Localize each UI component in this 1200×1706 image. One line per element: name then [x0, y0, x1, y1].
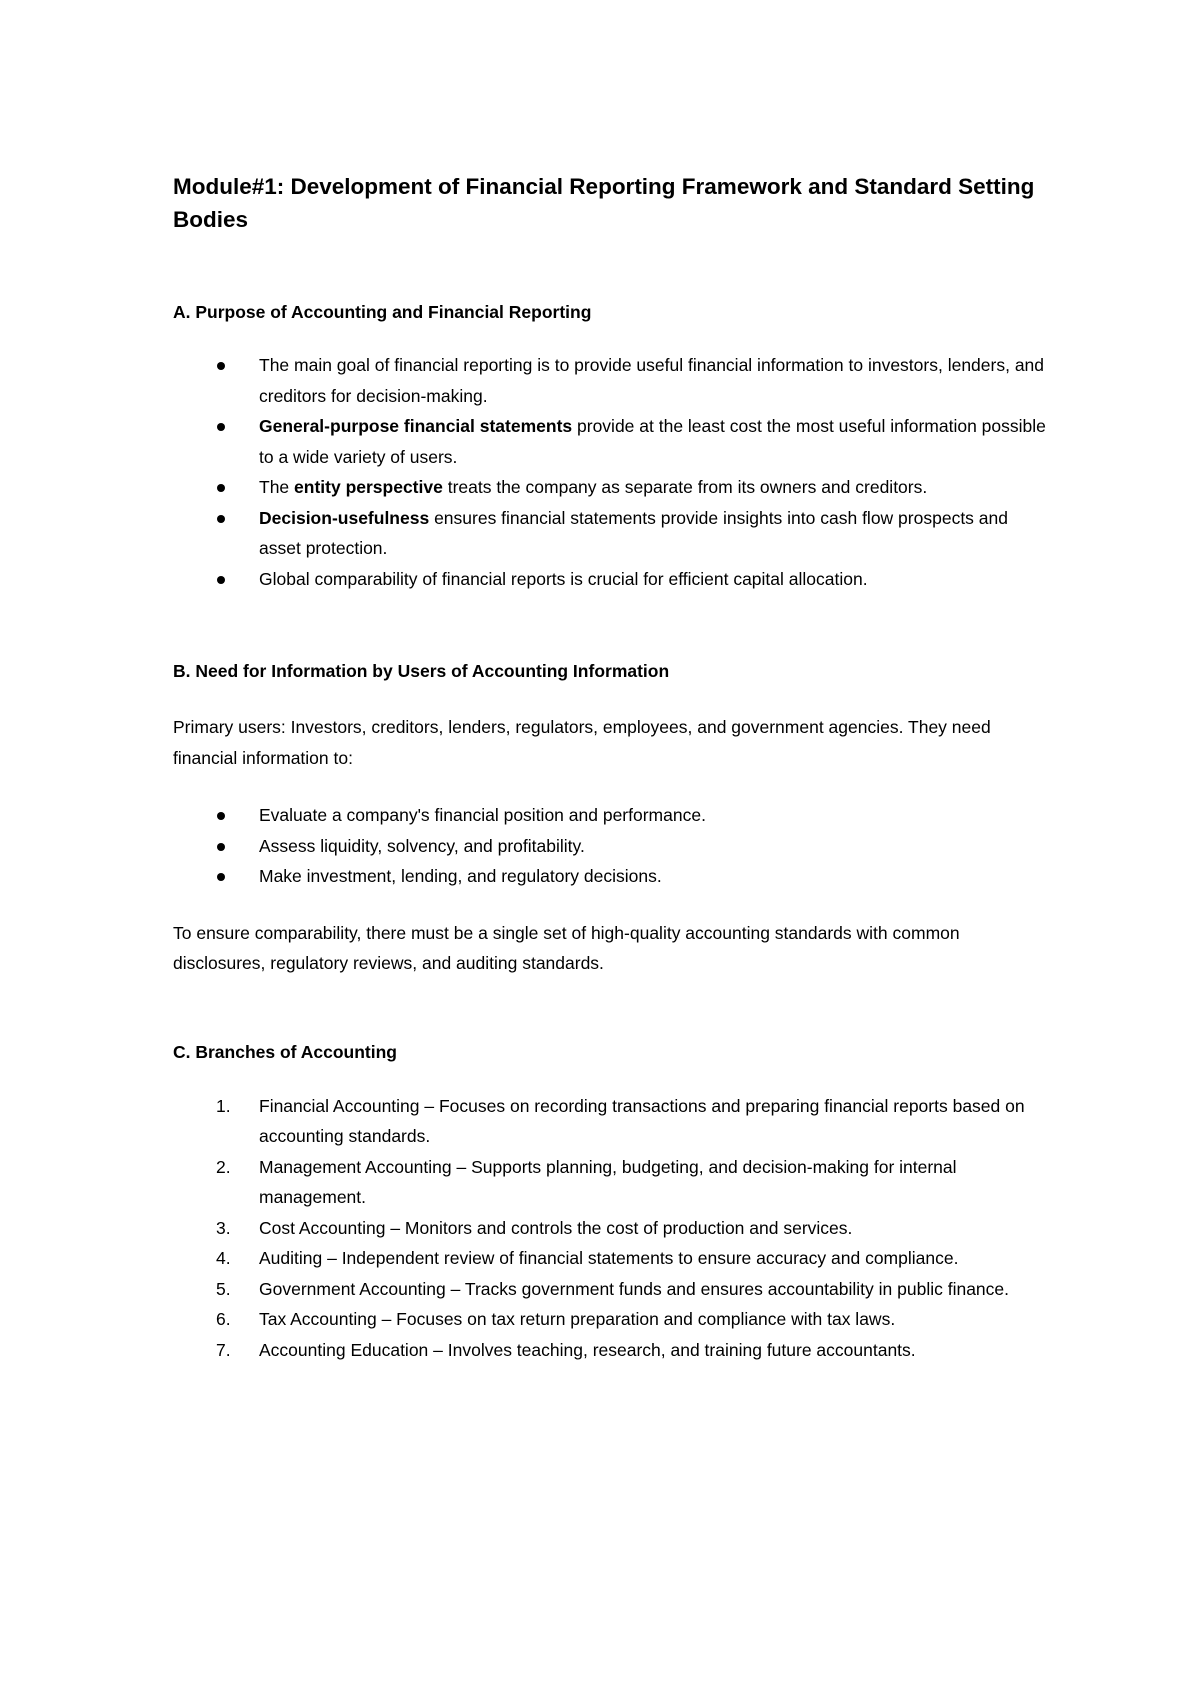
section-b-intro: Primary users: Investors, creditors, lenders, regulators, employees, and government agencies. They need financial information to: — [173, 717, 991, 768]
list-item-text: Government Accounting – Tracks government funds and ensures accountability in public finance. — [259, 1278, 1010, 1299]
list-number: 6. — [216, 1309, 231, 1329]
bullet-icon — [217, 576, 225, 584]
list-item — [173, 472, 1053, 503]
section-a-heading: A. Purpose of Accounting and Financial Reporting — [173, 302, 592, 322]
list-item — [173, 350, 1053, 411]
list-number: 2. — [216, 1156, 231, 1177]
bullet-icon — [217, 843, 225, 851]
bullet-icon — [217, 484, 225, 492]
list-item-text: The main goal of financial reporting is to provide useful financial information to investors, lenders, and creditors for decision-making. — [259, 355, 1045, 406]
bullet-icon — [217, 873, 225, 881]
list-item-text: Accounting Education – Involves teaching, research, and training future accountants. — [259, 1339, 916, 1360]
list-item-text: Make investment, lending, and regulatory decisions. — [259, 866, 662, 886]
list-number: 3. — [216, 1217, 231, 1238]
bullet-icon — [217, 812, 225, 820]
list-item-text: provide at the least cost the most useful information possible to a wide variety of users. — [259, 416, 1046, 467]
list-number: 4. — [216, 1248, 231, 1268]
list-item — [173, 800, 1053, 831]
list-number: 5. — [216, 1278, 231, 1299]
list-item — [173, 1304, 1053, 1335]
list-item-bold-term: General-purpose financial statements — [259, 416, 573, 436]
list-item-text: ensures financial statements provide insights into cash flow prospects and asset protection. — [259, 507, 1008, 558]
list-item — [173, 1213, 1053, 1244]
list-item — [173, 1243, 1053, 1274]
section-b-heading: B. Need for Information by Users of Accounting Information — [173, 661, 670, 681]
list-item — [173, 411, 1053, 472]
list-item-text: treats the company as separate from its owners and creditors. — [442, 477, 928, 497]
list-item — [173, 1152, 1053, 1213]
section-b-list — [173, 800, 1053, 892]
list-item — [173, 1091, 1053, 1152]
list-item-text: Cost Accounting – Monitors and controls the cost of production and services. — [259, 1217, 853, 1238]
list-item-bold-term: entity perspective — [294, 477, 443, 497]
list-number: 7. — [216, 1339, 231, 1360]
section-c-heading: C. Branches of Accounting — [173, 1041, 397, 1062]
list-item-text: Management Accounting – Supports planning, budgeting, and decision-making for internal management. — [259, 1156, 957, 1207]
list-item-text: Assess liquidity, solvency, and profitability. — [259, 835, 585, 856]
list-item-text: Tax Accounting – Focuses on tax return preparation and compliance with tax laws. — [259, 1309, 896, 1329]
list-item — [173, 564, 1053, 595]
section-b-closing: To ensure comparability, there must be a single set of high-quality accounting standards with common disclosures, regulatory reviews, and auditing standards. — [173, 922, 960, 973]
bullet-icon — [217, 362, 225, 370]
list-item-text: Global comparability of financial reports is crucial for efficient capital allocation. — [259, 568, 868, 589]
bullet-icon — [217, 423, 225, 431]
list-item-text: Evaluate a company's financial position and performance. — [259, 805, 706, 825]
list-item-text: Financial Accounting – Focuses on recording transactions and preparing financial reports based on accounting standards. — [259, 1095, 1025, 1146]
section-a-list — [173, 350, 1053, 594]
section-c-list — [173, 1091, 1053, 1366]
list-item-text: Auditing – Independent review of financial statements to ensure accuracy and compliance. — [259, 1248, 959, 1268]
list-number: 1. — [216, 1095, 231, 1116]
list-item-bold-term: Decision-usefulness — [259, 507, 430, 528]
list-item — [173, 1335, 1053, 1366]
list-item — [173, 861, 1053, 892]
document-content — [173, 170, 1053, 1365]
list-item-prefix: The — [259, 477, 295, 497]
list-item — [173, 831, 1053, 862]
document-title: Module#1: Development of Financial Reporting Framework and Standard Setting Bodies — [173, 174, 1035, 232]
list-item — [173, 503, 1053, 564]
list-item — [173, 1274, 1053, 1305]
bullet-icon — [217, 515, 225, 523]
